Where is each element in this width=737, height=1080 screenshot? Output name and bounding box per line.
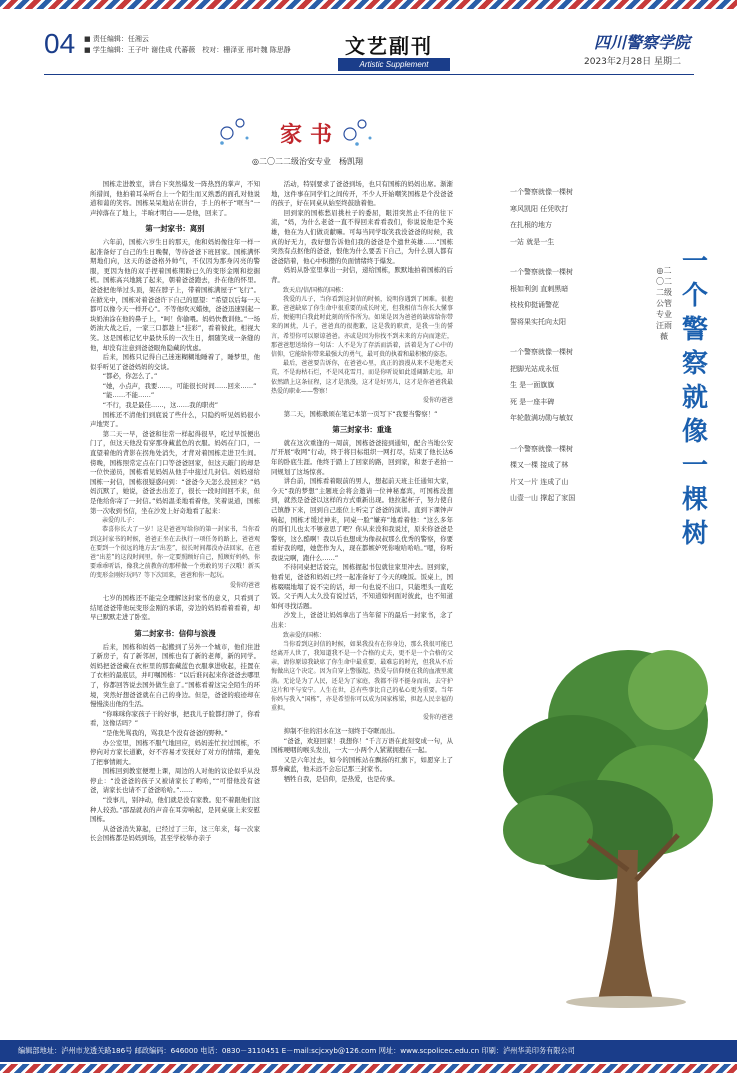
poem-title: 一个警察就像一棵树	[681, 247, 708, 549]
body-paragraph: “能……不能……”	[102, 391, 155, 400]
letter-paragraph: 当你看到这封信的时候，如果我没有在你身边，那么我很可能已经离开人世了，我知道我不是一个合格的丈夫，更不是一个合格的父亲，请你原谅我缺席了你生命中最重要、最难忘的时光，但我从不后悔做出这个决定。因为自穿上警服起，热爱与信仰便在我的血液里流淌。无论是为了人民，还是为了家庭，我都不得不挺身而出，去守护这片和平与安宁。人生在世，总有些事比自己的私心更为重要。当年你妈与我入“国栋”，亦是希望你可以成为国家栋梁，担起人民幸福的重担。	[271, 640, 453, 713]
poem-line: 山壹一山 撑起了家国	[510, 494, 576, 502]
newspaper-logo: 四川警察学院	[594, 33, 691, 52]
body-paragraph: 七岁的国栋还不能完全理解这封家书的意义，只看到了结尾爸爸带他玩变形金刚的承诺，旁边的妈妈看着看着，却早已默默走进了卧室。	[90, 594, 260, 622]
poem-line: 一个警察就像一棵树	[510, 268, 573, 276]
letter-signature: 爱你的爸爸	[229, 581, 260, 589]
body-paragraph: 从爸爸消失算起，已经过了三年，这三年来，每一次家长会国栋都是妈妈到场，甚至学校举办亲子	[90, 824, 260, 843]
body-paragraph: 回到家的国栋愁眉挑杜子的委屈，眼泪突然止不住的往下流，“妈，为什么老爸一直不得回来看看我们，你说说他是个英雄，他在为人们做贡献嘛。可每当同学取笑我没爸爸的时候，我真的好无力，我好想告诉他们我的爸爸是个遗世英雄……”国栋突然有点抠他的爸爸，恨他为什么要丢下自己，为什么别人都有爸爸陪着，他心中积攒的负面情绪终于爆发。	[271, 208, 453, 265]
body-paragraph: 又是六年过去，如今的国栋站在飘扬的红旗下，如愿穿上了那身藏蓝，他未远不会忘记那三封家书。	[271, 755, 453, 774]
body-paragraph: 后来，国栋只记得自己迷迷糊糊地睡着了，睡梦里，他似乎听见了爸爸妈妈的交谈。	[90, 353, 260, 371]
footer-contact-bar: 编辑部地址：泸州市龙透关路186号 邮政编码：646000 电话：0830－3110451 E－mail:scjcxyb@126.com 网址：www.scpolicec.edu.cn 印刷：泸州华美印务有限公司	[0, 1040, 737, 1062]
body-paragraph: 抑制不住的泪水在这一刻终于夺眶而出。	[283, 727, 399, 736]
body-paragraph: 国栋回到教室便埋上课，周边的人对他的议论似乎从没停止：“没爸爸的孩子又被请家长了哟哈，”“可惜他没有爸爸，请家长也请不了爸爸哈哈。”……	[90, 767, 260, 795]
poem-line: 死 是一座丰碑	[510, 397, 555, 406]
poem-stanza	[510, 184, 625, 250]
title-decoration-icon	[52, 98, 472, 158]
letter-signature: 爱你的爸爸	[422, 714, 453, 722]
poem-line: 一个警察就像一棵树	[510, 188, 573, 196]
column-subtitle: Artistic Supplement	[338, 58, 450, 71]
body-paragraph: “爸爸，欢迎回家！我想你！”千言万语在此刻变成一句，从国栋哽咽的喉头发出，一大一小两个人紧紧拥抱在一起。	[271, 736, 453, 755]
body-paragraph: 沙发上，爸爸让妈妈拿出了当年留下的最后一封家书，念了出来：	[271, 611, 453, 630]
body-paragraph: 国栋还不清他们到底说了些什么，只隐约听见妈妈很小声地哭了。	[90, 410, 260, 429]
body-paragraph: “是他先骂我的，骂我是个没有爸爸的野种。”	[102, 728, 228, 737]
body-paragraph: 第二天，国栋歌颂在笔记本第一页写下“我要当警察！”	[283, 409, 438, 418]
article-column-2	[271, 180, 453, 785]
section-heading: 第二封家书：信仰与浪漫	[134, 628, 216, 638]
tree-illustration-icon	[478, 600, 718, 1020]
letter-paragraph: 我爱的儿子，当你看到这封信的时候，说明你遇到了困难。很抱歉，爸爸缺席了你生命中很重要的成长时光，但我相信当你长大懂事后，便能明白我此时此刻的所作所为。如果是因为爸爸的缺席给你带来的困扰，儿子，爸爸真的很抱歉，这是我的职责，是我一生的誓言，希望你可以原谅爸爸。亦或是因为你找不到未来的方向而迷茫，那爸爸想送给你一句话：人不是为了存活而活着，活着是为了心中的信仰，它能给你带来最强大的勇气，最可贵的执着和最积极的姿态。	[271, 295, 453, 358]
page-number: 04	[44, 28, 76, 59]
poem-line: 一站 就是一生	[510, 237, 555, 246]
poem-line: 年轮散满功勋与敏奴	[510, 414, 573, 422]
editor-line-1: ■ 责任编辑：任湘云	[84, 35, 149, 43]
page-header	[0, 12, 737, 80]
poem-line: 在扎根的地方	[510, 221, 552, 229]
letter-paragraph: 亲爱的儿子：	[102, 517, 139, 525]
body-paragraph: 活动，特别要求了爸爸到场，也只有国栋的妈妈出席。渐渐地，这件事在同学们之间传开，不少人开始嘲笑国栋是个没爸爸的孩子，好在同桌从始至终鼓励着他。	[271, 180, 453, 208]
body-paragraph: “没事儿，别冲动，他们就是没有家教。犯不着跟他们这种人较劲。”邵磊就表的声音在耳旁响起，是同桌康上来安慰国栋。	[90, 796, 260, 824]
header-divider	[44, 74, 694, 75]
bottom-stripe-border	[0, 1064, 737, 1073]
body-paragraph: 办公室里，国栋不服气地回应，妈妈连忙拉过国栋，不停向对方家长道歉，好不容易才安抚好了对方的情绪，避免了把事情闹大。	[90, 738, 260, 766]
body-paragraph: 妈妈从卧室里拿出一封信，递给国栋，默默地拍着国栋的后背。	[271, 266, 453, 284]
body-paragraph: “你咪咪你家孩子干的好事，把我儿子脸都打肿了，你看看，这像话吗？”	[90, 709, 260, 728]
poem-line: 棵又一棵 接成了林	[510, 461, 569, 469]
letter-signature: 爱你的爸爸	[422, 396, 453, 404]
poem-line: 一个警察就像一棵树	[510, 348, 573, 356]
article-byline: ◎二〇二二级治安专业 杨凯翔	[252, 157, 363, 166]
article-column-1	[90, 180, 260, 844]
editor-credits	[84, 34, 291, 56]
body-paragraph: “她，小点声，我要……，可能很长时间……回来……”	[102, 381, 257, 390]
column-title: 文艺副刊	[345, 34, 433, 58]
body-paragraph: 就在这次重逢的一周前，国栋爸爸接到通知，配合当地公安厅开展“收网”行动，终于将目标组织一网打尽，结束了他长达6年的卧底生涯。他终于踏上了回家的路，回到家，和妻子老拍一同规划了这场惊喜。	[271, 438, 453, 476]
issue-date: 2023年2月28日 星期二	[584, 57, 681, 67]
body-paragraph: 不待同桌把话说完，国栋握起书包就往家里冲去。回到家，他看见，爸爸和妈妈已经一起准备好了今天的晚饭。饭桌上，国栋啜啜地塌了说不完的话，却一句也说不出口，只能埋头一直吃饭。父子两人太久没有说过话，不知道如何面对彼此，也不知道如何寻找话题。	[271, 563, 453, 610]
poem-author: ◎二〇二二级公管专业 汪雨薇	[656, 266, 680, 341]
section-heading: 第一封家书：离别	[145, 224, 205, 234]
poem-line: 片又一片 连成了山	[510, 477, 569, 486]
poem-line: 枝枝仰挺诵警花	[510, 301, 559, 309]
poem-line: 生 是一面旗旗	[510, 381, 555, 389]
body-paragraph: 国栋走进教室，讲台下突然爆发一阵热烈的掌声，不知所措间，他拍着耳朵听台上一个陌生而又熟悉的面孔对他说道和蔼的笑容。国栋呆呆地站在讲台，手上的杯子“哐当”一声掉落在了地上，半晌才明白——是他，回来了。	[90, 180, 260, 217]
body-paragraph: “都必，你怎么了。”	[102, 372, 158, 381]
body-paragraph: 牺牲自我，是信仰，是热爱，也是传承。	[283, 775, 399, 784]
body-paragraph: 讲台前，国栋看着眼前的男人，想起前天班主任通知大家，今天“我的梦想”主题班会将会邀请一位神秘嘉宾，可国栋没想到，就然是爸爸以这样的方式重新出现。他拉起杯子，努力使自己镇静下来，回到自己座位上听完了爸爸的演讲。直到下课钟声响起，国栋才缓过神来，同桌一脸“嫌弃”地看着他：“这么多年的哥们儿也太不够意思了吧？你从来没和我说过，原来你爸爸是警察，这么酷啊！我以后也想成为像叔叔那么优秀的警察，你要看好我的嗯，她您作为人，现在都嫉妒死你啦哈哈哈。”嗯，你听我说完啊，跑什么……”	[271, 477, 453, 562]
poem-line: 誓将果实托向太阳	[510, 317, 566, 326]
letter-paragraph: 致天启/信/国栋的国栋：	[283, 286, 348, 294]
poem-stanza	[510, 264, 625, 330]
letter-paragraph: 致亲爱的国栋：	[283, 631, 326, 639]
poem-stanza	[510, 344, 625, 427]
body-paragraph: 后来，国栋和妈妈一起搬到了另外一个城市，他们住进了新房子，有了新邻居，国栋也有了新的老师，新的同学。妈妈把爸爸藏在衣柜里的那套藏蓝色衣服拿进收起，挂置在了衣柜的最底层，并叮嘱国栋：“以后谁问起来你爸爸去哪里了，你都回答说去国外做生意了。”国栋看着这完全陌生的环境，突然好想爸爸就在自己的身边。但是，爸爸的痕迹却在慢慢淡出他的生活。	[90, 642, 260, 709]
body-paragraph: 六年前，国栋六岁生日的那天，他和妈妈像往年一样一起准备好了白己的生日晚餐，等待爸爸下班回家。国栋满怀期地们向，这天的爸爸格外帅气，不仅因为那身闪亮的警服，更因为他的双手捏着国栋期盼已久的变形金刚和挖掘机。国栋高兴地跳了起来，朝着爸爸跑去，扑在他的怀里。爸爸把他举过头顶，架在脖子上，带着国栋满屋子“飞行”。在掀光中，国栋对着爸爸许下自己的愿望：“希望以后每一天都可以像今天一样开心”。不等他吹灭蜡烛，爸爸迅速别起一块奶油涂在他的鼻子上，“呵！你偷喂。妈妈快教训他。”一场奶油大战之后，一家三口都趁上“挂彩”，看着彼此，相视大笑。这是国栋记忆中最快乐的一次生日，烟随笑成一条缝的他，却没有注意到爸爸眼角隐藏的忧虑。	[90, 237, 260, 352]
poem-line: 寒风凯阳 任凭吹打	[510, 204, 569, 213]
poem-line: 把脚光站成永恒	[510, 364, 559, 373]
section-heading: 第三封家书：重逢	[332, 425, 392, 435]
top-stripe-border	[0, 0, 737, 9]
editor-line-2: ■ 学生编辑：王子叶 谢佳成 代蕃薇 校对：栅泽亚 邢叶魏 陈思静	[84, 46, 291, 54]
body-paragraph: 第二天一早，爸爸和往常一样起得很早，吃过早饭便出门了，但这天他没有穿那身藏蓝色的衣服。妈妈在门口，一直望着他的背影在拐角处消失，才背对着国栋走进卫生间。傍晚，国栋照常定点在门口等爸爸回家，但这天敲门的却是一位快递员，国栋看见妈妈从他手中接过几封信。妈妈递给国栋一封信，国栋很疑惑问到：“爸爸今天怎么没回来？”妈妈沉默了，她说，爸爸去出差了，很长一段时间回不来，但是他给你寄了一封信。”妈妈温柔地看着他，笑着说道，国栋第一次收到书信，坐在沙发上好奇地看了起来：	[90, 429, 260, 515]
body-paragraph: “不行，我是最佳……，这……我的职责”	[102, 401, 219, 410]
poem-body	[510, 184, 625, 521]
article-title: 家书	[280, 122, 341, 148]
poem-line: 根如利剑 直刺黑暗	[510, 284, 569, 293]
article-title-area	[52, 90, 472, 166]
poem-line: 一个警察就像一棵树	[510, 444, 573, 453]
letter-paragraph: 最后，爸爸要告诉你，在爸爸心里，真正的浪漫从来不是地老天荒，不是海枯石烂，不是风花雪月，而是你听说如此遥阔路走远，却依然踏上这条征程，这才是浪漫，这才是好男儿，这才是你爸爸我最热爱的职业——警察！	[271, 360, 453, 395]
letter-paragraph: 恭喜你长大了一岁！这是爸爸写给你的第一封家书，当你看到这封家书的时候，爸爸正坐在去执行一项任务的路上，爸爸观在要到一个很远的地方去“出差”，很长时间都没办法回家，在爸爸“出差”的这段时间里，你一定要照顾好自己，照顾好妈妈，你要乖乖听话，像我之前教你的那样做一个勇敢的男子汉哦！新买的变形金刚好玩吗？等下次回来，爸爸和你一起玩。	[90, 526, 260, 580]
poem-stanza	[510, 441, 625, 507]
